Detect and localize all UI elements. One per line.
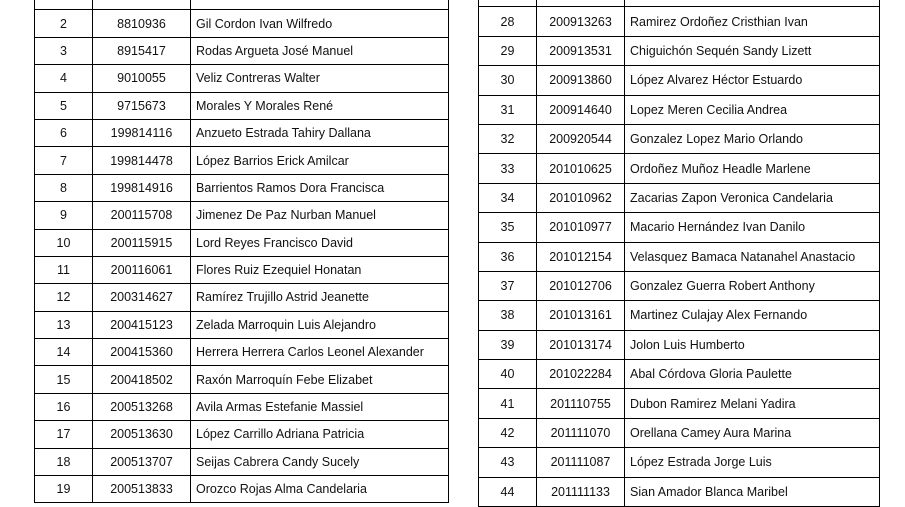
table-row [479,477,880,506]
student-name-cell: Dubon Ramirez Melani Yadira [625,389,880,418]
table-row [35,92,449,119]
table-row [479,154,880,183]
student-name-cell: Ramirez Ordoñez Cristhian Ivan [625,7,880,36]
table-row [35,174,449,201]
right-table-body [479,0,880,507]
row-number-cell: 42 [479,418,537,447]
student-name-cell: Seijas Cabrera Candy Sucely [191,448,449,475]
table-row [479,418,880,447]
table-row [35,202,449,229]
student-id-cell: 201111133 [537,477,625,506]
table-row [479,330,880,359]
student-name-cell: Flores Ruiz Ezequiel Honatan [191,256,449,283]
row-number-cell: 6 [35,119,93,146]
left-student-table [34,0,449,503]
student-name-cell: Lopez Meren Cecilia Andrea [625,95,880,124]
table-row [479,95,880,124]
student-id-cell: 200913860 [537,66,625,95]
table-row [35,10,449,37]
student-name-cell: Lord Reyes Francisco David [191,229,449,256]
student-name-cell: Morales Y Morales René [191,92,449,119]
table-row [479,124,880,153]
student-id-cell: 200116061 [93,256,191,283]
row-number-cell: 8 [35,174,93,201]
table-row [479,0,880,7]
student-name-cell: Gonzalez Lopez Mario Orlando [625,124,880,153]
row-number-cell: 14 [35,339,93,366]
row-number-cell: 40 [479,360,537,389]
student-id-cell: 201012706 [537,271,625,300]
table-row [35,393,449,420]
student-name-cell [625,0,880,7]
student-name-cell: Jimenez De Paz Nurban Manuel [191,202,449,229]
table-row [479,36,880,65]
student-id-cell: 200513833 [93,476,191,503]
student-id-cell: 201010625 [537,154,625,183]
student-name-cell: Zelada Marroquin Luis Alejandro [191,311,449,338]
student-name-cell: Ramírez Trujillo Astrid Jeanette [191,284,449,311]
student-id-cell: 199814478 [93,147,191,174]
student-name-cell: López Carrillo Adriana Patricia [191,421,449,448]
student-name-cell: Anzueto Estrada Tahiry Dallana [191,119,449,146]
row-number-cell: 34 [479,183,537,212]
table-row [479,271,880,300]
student-id-cell: 201111070 [537,418,625,447]
table-row [479,389,880,418]
table-row [479,360,880,389]
row-number-cell [479,0,537,7]
row-number-cell: 31 [479,95,537,124]
row-number-cell: 32 [479,124,537,153]
table-row [35,311,449,338]
student-id-cell: 200914640 [537,95,625,124]
row-number-cell: 17 [35,421,93,448]
student-id-cell: 200913263 [537,7,625,36]
student-name-cell: Orozco Rojas Alma Candelaria [191,476,449,503]
student-id-cell: 201012154 [537,242,625,271]
student-name-cell: Orellana Camey Aura Marina [625,418,880,447]
student-id-cell: 199814116 [93,119,191,146]
table-row [35,37,449,64]
table-row [479,7,880,36]
student-id-cell: 200913531 [537,36,625,65]
student-id-cell: 200920544 [537,124,625,153]
left-table-body [35,0,449,503]
row-number-cell: 37 [479,271,537,300]
student-id-cell [93,0,191,10]
student-id-cell: 9715673 [93,92,191,119]
student-name-cell: Chiguichón Sequén Sandy Lizett [625,36,880,65]
row-number-cell: 38 [479,301,537,330]
student-id-cell: 200115915 [93,229,191,256]
student-name-cell: Macario Hernández Ivan Danilo [625,213,880,242]
student-name-cell: Gil Cordon Ivan Wilfredo [191,10,449,37]
student-name-cell: Sian Amador Blanca Maribel [625,477,880,506]
row-number-cell: 2 [35,10,93,37]
table-row [35,476,449,503]
student-id-cell: 200415123 [93,311,191,338]
row-number-cell: 7 [35,147,93,174]
student-id-cell: 201022284 [537,360,625,389]
student-name-cell: Gonzalez Guerra Robert Anthony [625,271,880,300]
student-id-cell: 200115708 [93,202,191,229]
row-number-cell: 11 [35,256,93,283]
student-id-cell: 201010977 [537,213,625,242]
row-number-cell: 19 [35,476,93,503]
student-name-cell: Rodas Argueta José Manuel [191,37,449,64]
right-student-table [478,0,880,507]
table-row [35,229,449,256]
table-row [35,284,449,311]
student-name-cell: Velasquez Bamaca Natanahel Anastacio [625,242,880,271]
student-name-cell [191,0,449,10]
row-number-cell: 16 [35,393,93,420]
student-name-cell: López Estrada Jorge Luis [625,448,880,477]
student-id-cell: 201013161 [537,301,625,330]
row-number-cell: 9 [35,202,93,229]
student-id-cell: 200513707 [93,448,191,475]
row-number-cell: 41 [479,389,537,418]
row-number-cell: 4 [35,65,93,92]
row-number-cell: 15 [35,366,93,393]
student-name-cell: Ordoñez Muñoz Headle Marlene [625,154,880,183]
table-row [479,183,880,212]
table-row [35,256,449,283]
student-id-cell: 201111087 [537,448,625,477]
student-id-cell: 200513268 [93,393,191,420]
table-row [35,0,449,10]
row-number-cell: 10 [35,229,93,256]
table-row [479,242,880,271]
table-row [479,66,880,95]
student-id-cell [537,0,625,7]
student-id-cell: 200418502 [93,366,191,393]
row-number-cell: 3 [35,37,93,64]
row-number-cell: 43 [479,448,537,477]
student-name-cell: Herrera Herrera Carlos Leonel Alexander [191,339,449,366]
student-name-cell: Veliz Contreras Walter [191,65,449,92]
row-number-cell: 33 [479,154,537,183]
row-number-cell: 12 [35,284,93,311]
student-name-cell: Avila Armas Estefanie Massiel [191,393,449,420]
student-id-cell: 200513630 [93,421,191,448]
row-number-cell: 30 [479,66,537,95]
table-row [35,366,449,393]
table-row [479,448,880,477]
table-row [35,421,449,448]
student-name-cell: Jolon Luis Humberto [625,330,880,359]
row-number-cell: 44 [479,477,537,506]
student-id-cell: 9010055 [93,65,191,92]
student-id-cell: 200415360 [93,339,191,366]
row-number-cell: 5 [35,92,93,119]
student-id-cell: 200314627 [93,284,191,311]
student-id-cell: 201013174 [537,330,625,359]
row-number-cell: 13 [35,311,93,338]
student-id-cell: 8915417 [93,37,191,64]
table-row [35,147,449,174]
student-name-cell: Raxón Marroquín Febe Elizabet [191,366,449,393]
student-id-cell: 201010962 [537,183,625,212]
row-number-cell: 36 [479,242,537,271]
row-number-cell [35,0,93,10]
student-name-cell: Zacarias Zapon Veronica Candelaria [625,183,880,212]
student-id-cell: 8810936 [93,10,191,37]
student-name-cell: Abal Córdova Gloria Paulette [625,360,880,389]
row-number-cell: 39 [479,330,537,359]
student-id-cell: 199814916 [93,174,191,201]
table-row [35,448,449,475]
student-name-cell: López Barrios Erick Amilcar [191,147,449,174]
row-number-cell: 29 [479,36,537,65]
table-row [35,339,449,366]
student-id-cell: 201110755 [537,389,625,418]
row-number-cell: 35 [479,213,537,242]
table-row [479,213,880,242]
student-name-cell: Martinez Culajay Alex Fernando [625,301,880,330]
row-number-cell: 18 [35,448,93,475]
table-row [479,301,880,330]
table-row [35,65,449,92]
table-row [35,119,449,146]
row-number-cell: 28 [479,7,537,36]
student-name-cell: Barrientos Ramos Dora Francisca [191,174,449,201]
student-name-cell: López Alvarez Héctor Estuardo [625,66,880,95]
